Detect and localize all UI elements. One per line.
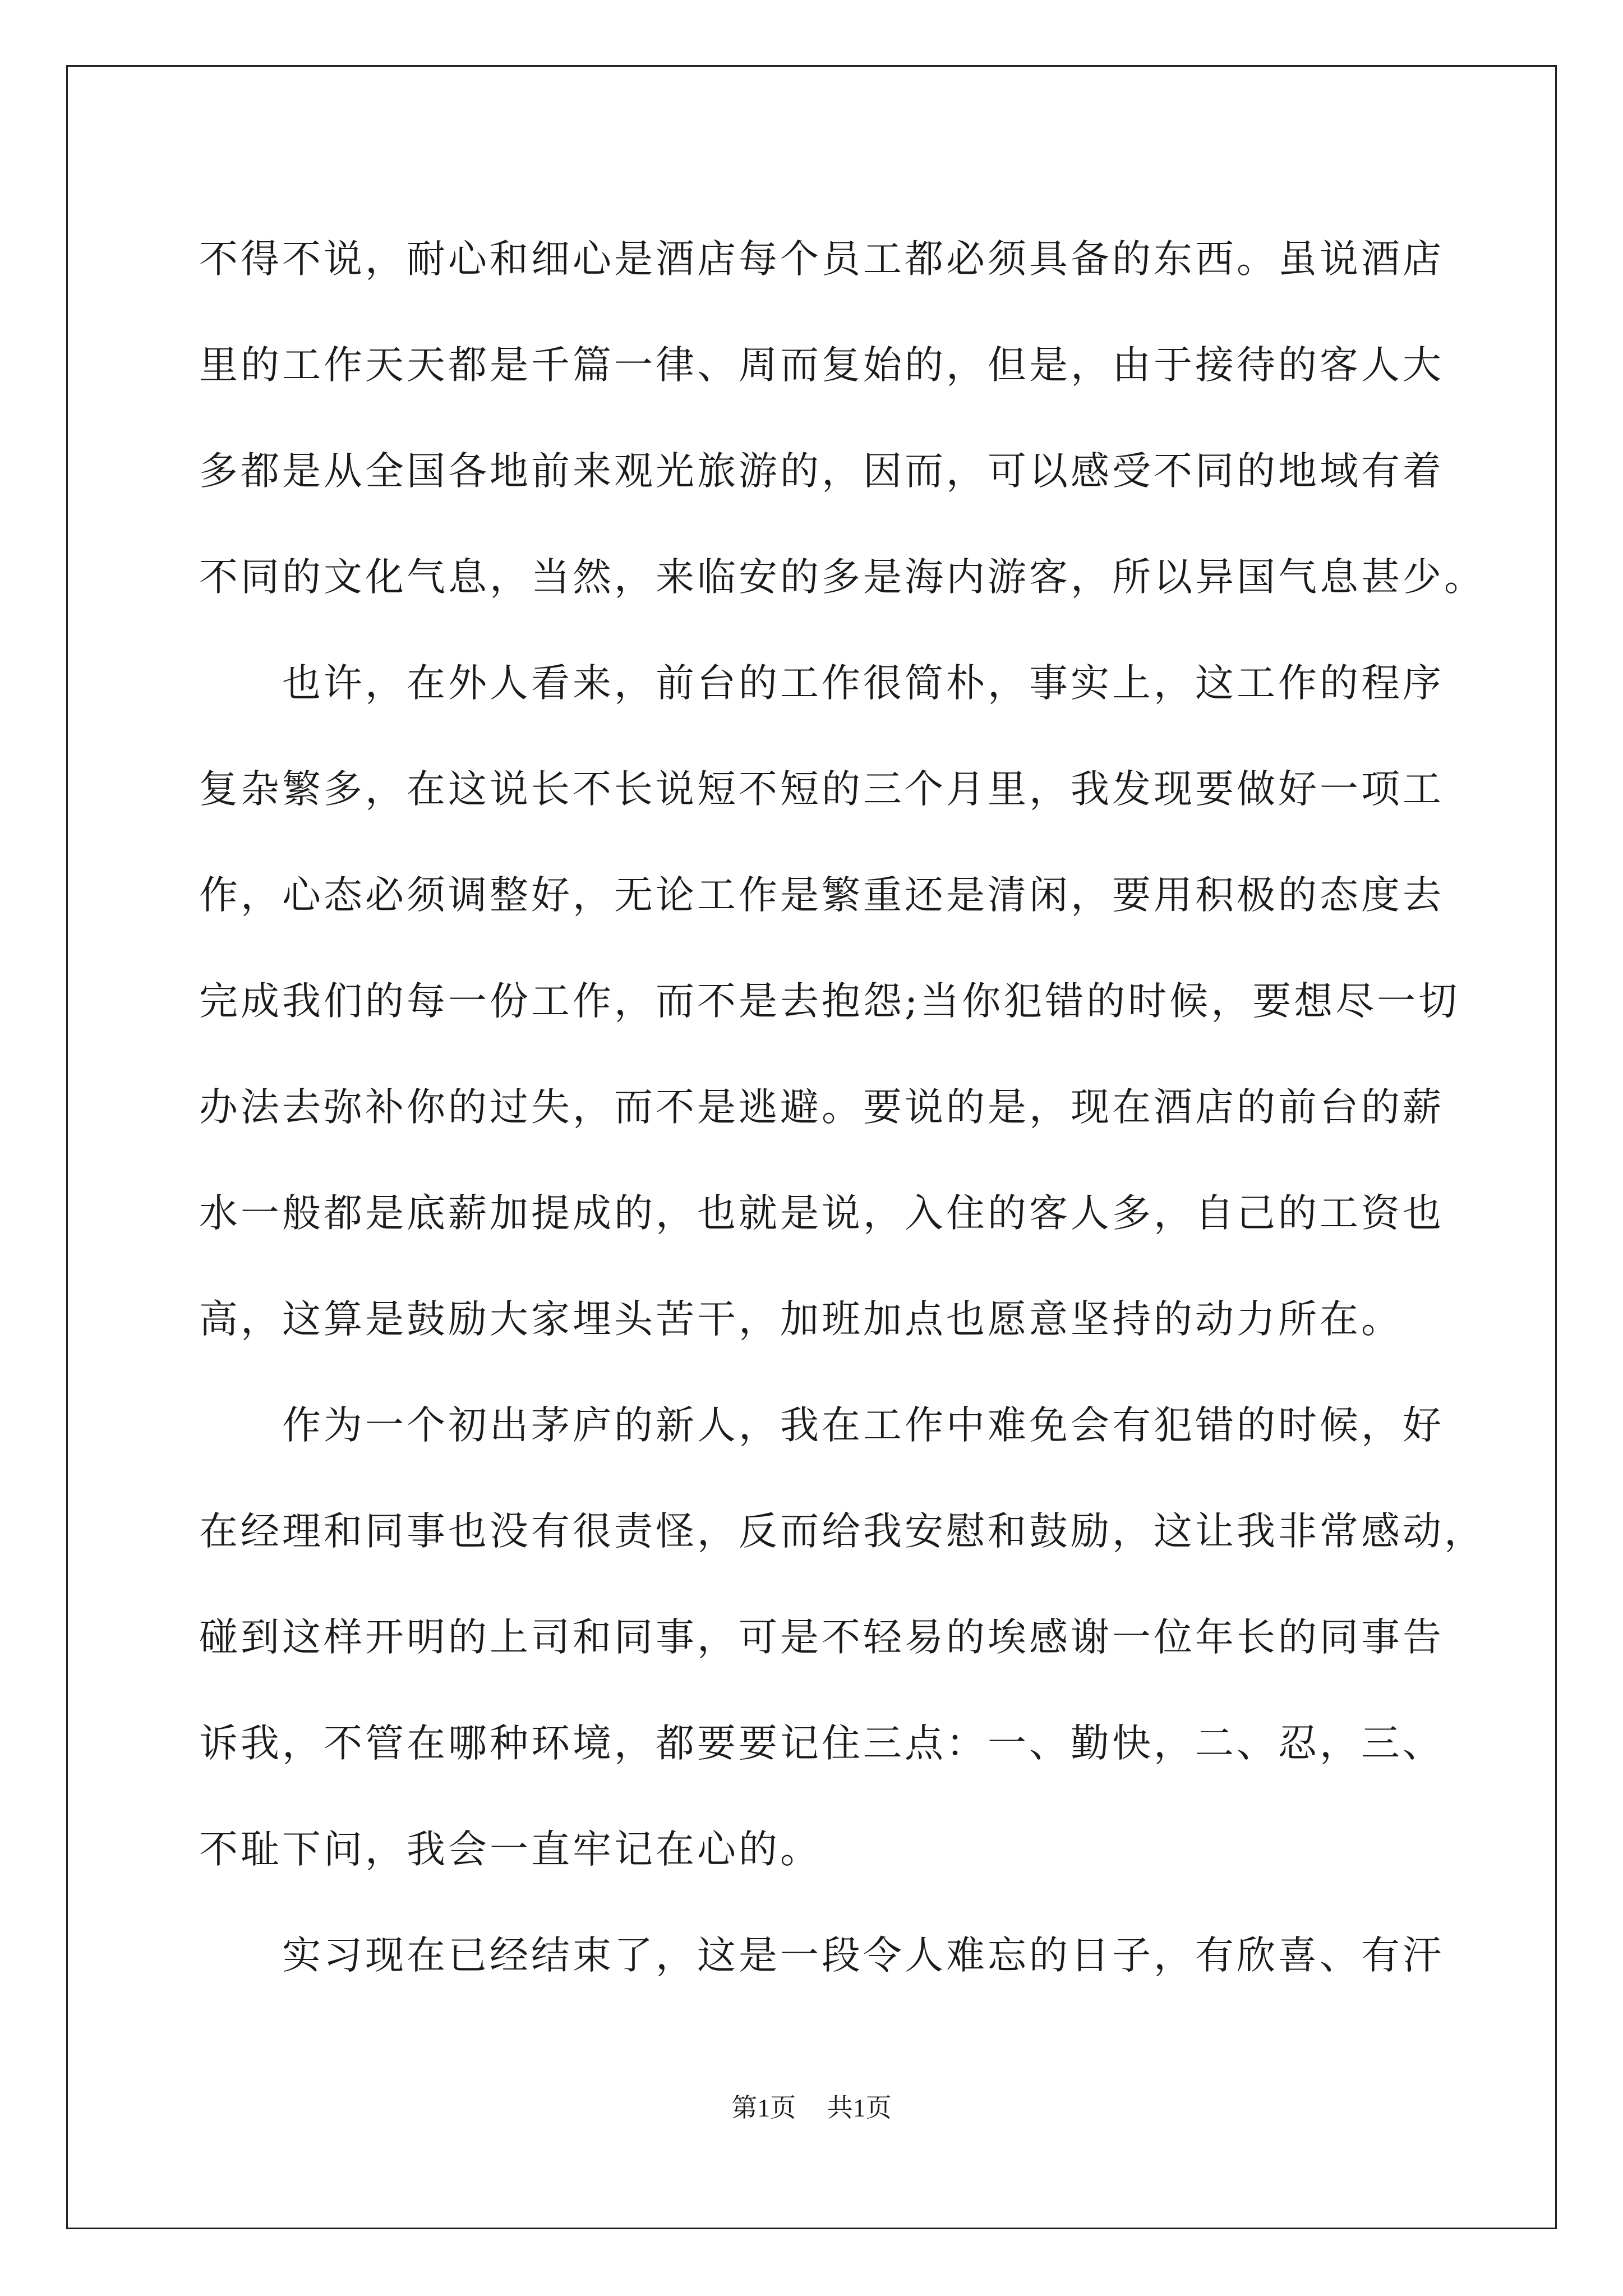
page-count: 共1页 bbox=[827, 2093, 892, 2122]
text-line: 诉我，不管在哪种环境，都要要记住三点：一、勤快，二、忍，三、 bbox=[199, 1721, 1444, 1766]
text-line: 在经理和同事也没有很责怪，反而给我安慰和鼓励，这让我非常感动， bbox=[199, 1509, 1486, 1554]
text-line: 高，这算是鼓励大家埋头苦干，加班加点也愿意坚持的动力所在。 bbox=[199, 1297, 1403, 1342]
text-line: 不同的文化气息，当然，来临安的多是海内游客，所以异国气息甚少。 bbox=[199, 555, 1486, 600]
paragraph-start-line: 也许，在外人看来，前台的工作很简朴，事实上，这工作的程序 bbox=[282, 661, 1444, 706]
text-line: 不耻下问，我会一直牢记在心的。 bbox=[199, 1827, 822, 1872]
text-line: 不得不说，耐心和细心是酒店每个员工都必须具备的东西。虽说酒店 bbox=[199, 237, 1444, 282]
page-footer bbox=[0, 2091, 1623, 2125]
page-number: 第1页 bbox=[731, 2093, 796, 2122]
text-line: 多都是从全国各地前来观光旅游的，因而，可以感受不同的地域有着 bbox=[199, 449, 1444, 494]
text-line: 里的工作天天都是千篇一律、周而复始的，但是，由于接待的客人大 bbox=[199, 343, 1444, 388]
text-line: 办法去弥补你的过失，而不是逃避。要说的是，现在酒店的前台的薪 bbox=[199, 1085, 1444, 1130]
paragraph-start-line: 作为一个初出茅庐的新人，我在工作中难免会有犯错的时候，好 bbox=[282, 1403, 1444, 1448]
text-line: 水一般都是底薪加提成的，也就是说，入住的客人多，自己的工资也 bbox=[199, 1191, 1444, 1236]
text-line: 碰到这样开明的上司和同事，可是不轻易的埃感谢一位年长的同事告 bbox=[199, 1615, 1444, 1660]
document-body bbox=[199, 206, 1486, 2009]
text-line: 复杂繁多，在这说长不长说短不短的三个月里，我发现要做好一项工 bbox=[199, 767, 1444, 812]
paragraph-start-line: 实习现在已经结束了，这是一段令人难忘的日子，有欣喜、有汗 bbox=[282, 1933, 1444, 1978]
text-line: 完成我们的每一份工作，而不是去抱怨;当你犯错的时候，要想尽一切 bbox=[199, 979, 1460, 1024]
text-line: 作，心态必须调整好，无论工作是繁重还是清闲，要用积极的态度去 bbox=[199, 873, 1444, 918]
